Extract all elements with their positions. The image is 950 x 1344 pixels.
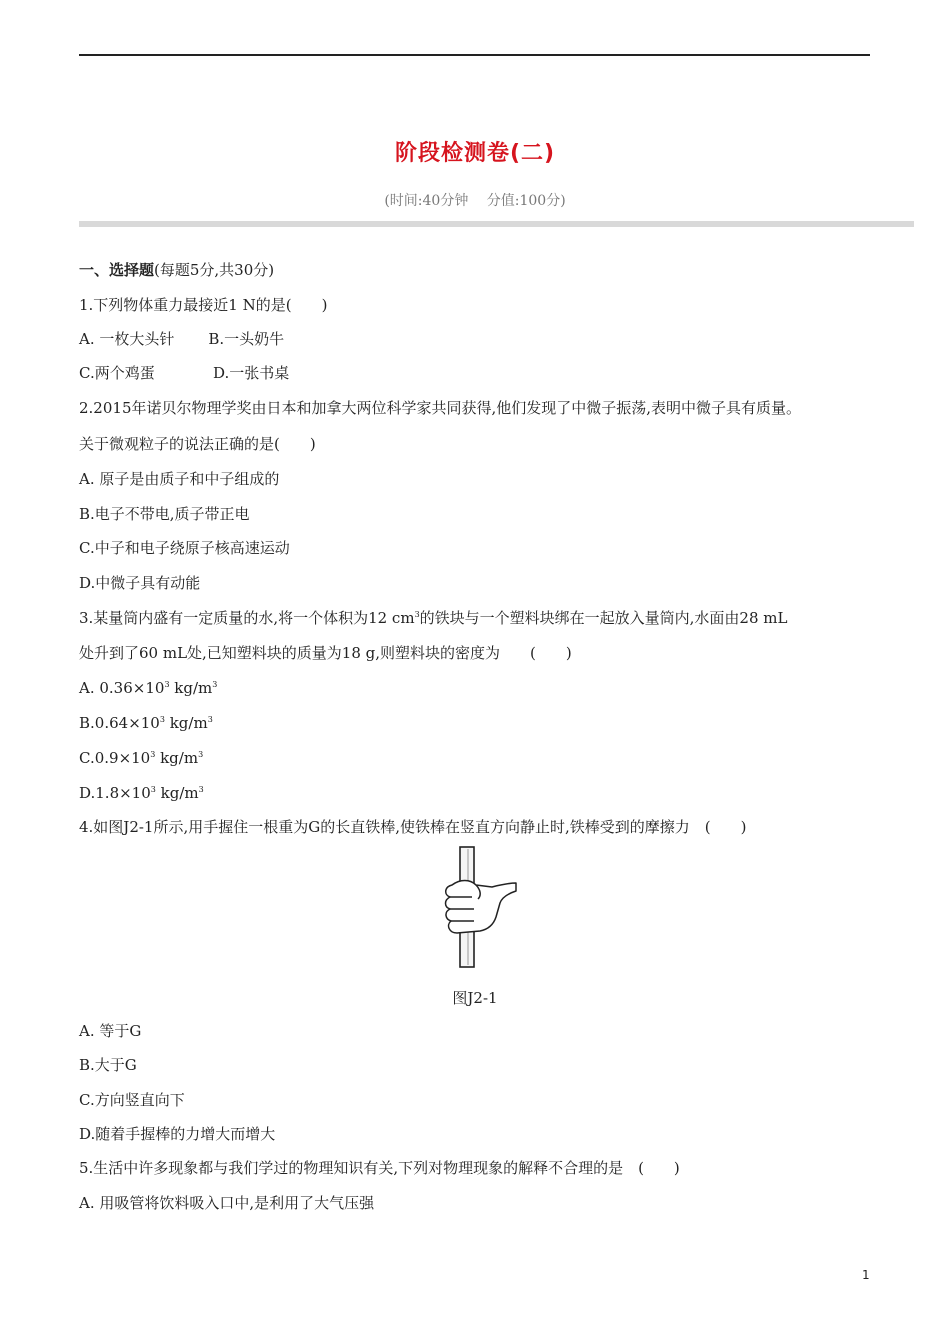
q3-b-unit: kg/m: [164, 714, 208, 732]
q3-option-a: [79, 678, 217, 698]
q3-option-c: [79, 748, 203, 768]
q2-option-a: A. 原子是由质子和中子组成的: [79, 470, 280, 488]
q3-option-b: [79, 713, 213, 733]
q3-option-d: [79, 783, 204, 803]
question-2-stem-line1: 2.2015年诺贝尔物理学奖由日本和加拿大两位科学家共同获得,他们发现了中微子振荡,表明中微子具有质量。: [79, 399, 802, 417]
q2-option-d: D.中微子具有动能: [79, 574, 201, 592]
question-1-options-ab: [79, 329, 284, 349]
page-number: 1: [862, 1268, 870, 1282]
section-heading: [79, 260, 274, 280]
question-3-stem-line1: [79, 608, 787, 628]
q2-option-b: B.电子不带电,质子带正电: [79, 505, 250, 523]
q3-a-unit-exp: 3: [212, 680, 218, 689]
q3-stem-part2: 的铁块与一个塑料块绑在一起放入量筒内,水面由28 mL: [419, 609, 788, 627]
q3-a-unit: kg/m: [169, 679, 213, 697]
q4-option-b: B.大于G: [79, 1056, 137, 1074]
section-title: 一、选择题: [79, 261, 155, 279]
q4-option-d: D.随着手握棒的力增大而增大: [79, 1125, 276, 1143]
q1-option-c: C.两个鸡蛋: [79, 364, 155, 382]
question-1-options-cd: [79, 363, 289, 383]
figure-caption: 图J2-1: [452, 989, 498, 1007]
hand-gripping-rod-figure: [430, 843, 520, 973]
q3-a-value: A. 0.36×10: [79, 679, 165, 697]
q4-option-c: C.方向竖直向下: [79, 1091, 185, 1109]
q1-option-b: B.一头奶牛: [208, 330, 285, 348]
q3-c-value: C.0.9×10: [79, 749, 151, 767]
question-1-stem: 1.下列物体重力最接近1 N的是( ): [79, 296, 328, 314]
page-title: 阶段检测卷(二): [394, 141, 556, 166]
question-4-stem: 4.如图J2-1所示,用手握住一根重为G的长直铁棒,使铁棒在竖直方向静止时,铁棒受到的摩擦力 ( ): [79, 818, 747, 836]
q3-stem-sup: 3: [414, 610, 420, 619]
question-2-stem-line2: 关于微观粒子的说法正确的是( ): [79, 435, 316, 453]
question-3-stem-line2: 处升到了60 mL处,已知塑料块的质量为18 g,则塑料块的密度为 ( ): [79, 644, 572, 662]
q4-option-a: A. 等于G: [79, 1022, 142, 1040]
q3-d-unit-exp: 3: [198, 785, 204, 794]
question-5-stem: 5.生活中许多现象都与我们学过的物理知识有关,下列对物理现象的解释不合理的是 ( ): [79, 1159, 680, 1177]
q3-a-exp: 3: [164, 680, 170, 689]
q3-c-unit-exp: 3: [198, 750, 204, 759]
q3-b-value: B.0.64×10: [79, 714, 160, 732]
q3-stem-part1: 3.某量筒内盛有一定质量的水,将一个体积为12 cm: [79, 609, 415, 627]
q2-option-c: C.中子和电子绕原子核高速运动: [79, 539, 290, 557]
q3-b-unit-exp: 3: [207, 715, 213, 724]
q3-c-exp: 3: [150, 750, 156, 759]
header-rule: [79, 54, 870, 56]
q3-d-unit: kg/m: [155, 784, 199, 802]
section-note: (每题5分,共30分): [154, 261, 275, 279]
title-divider: [79, 221, 914, 227]
q3-d-exp: 3: [150, 785, 156, 794]
q5-option-a: A. 用吸管将饮料吸入口中,是利用了大气压强: [79, 1194, 375, 1212]
q1-option-d: D.一张书桌: [213, 364, 290, 382]
exam-info: (时间:40分钟 分值:100分): [384, 193, 566, 209]
q3-b-exp: 3: [159, 715, 165, 724]
q3-d-value: D.1.8×10: [79, 784, 151, 802]
q1-option-a: A. 一枚大头针: [79, 330, 175, 348]
hand-icon: [446, 881, 517, 934]
q3-c-unit: kg/m: [155, 749, 199, 767]
